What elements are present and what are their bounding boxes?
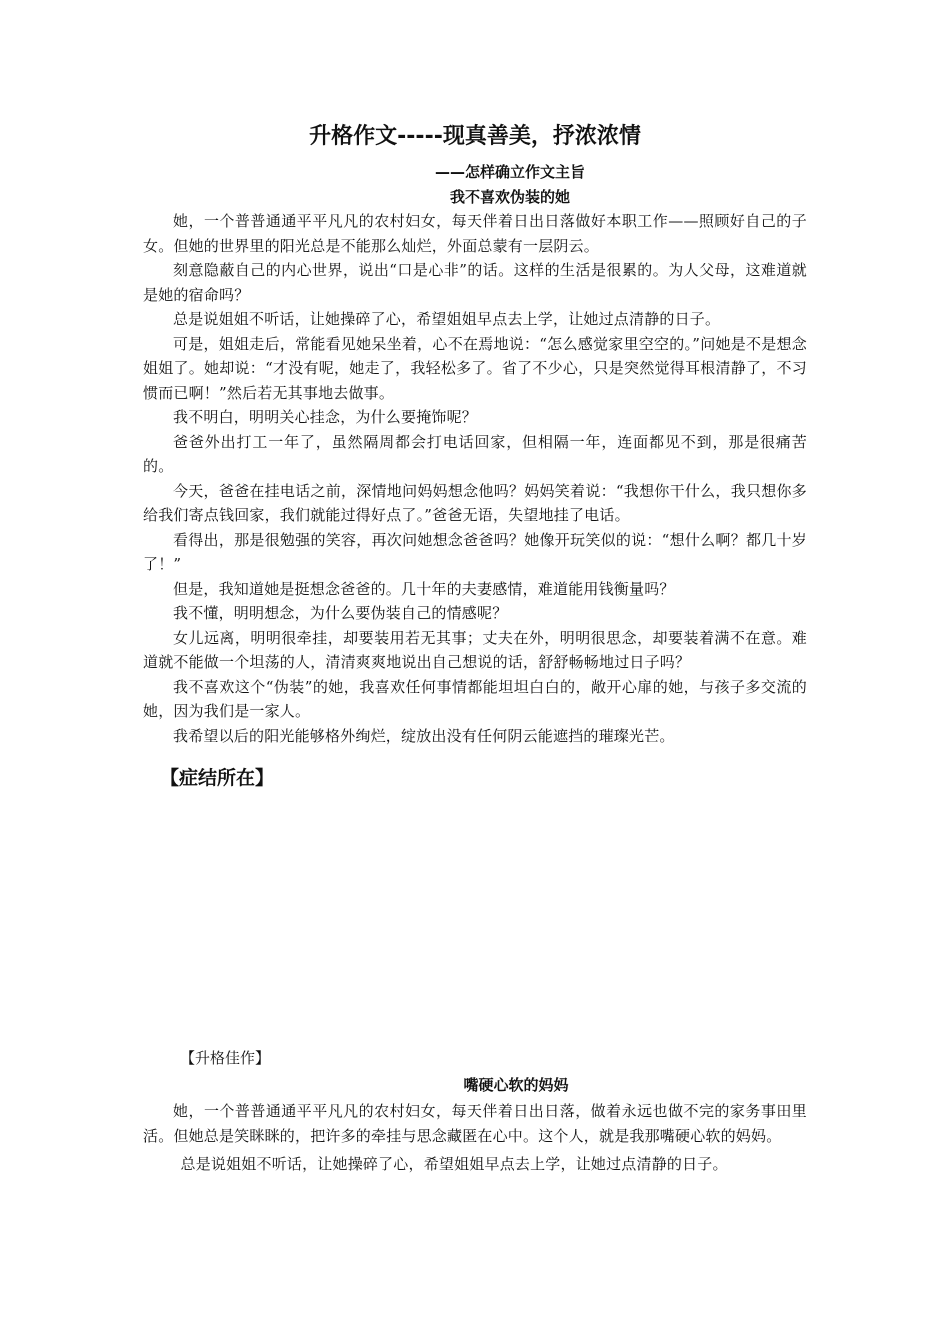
paragraph: 刻意隐蔽自己的内心世界，说出“口是心非”的话。这样的生活是很累的。为人父母，这难道就是她的宿命吗？: [143, 261, 807, 304]
essay2-body: [143, 1099, 807, 1177]
paragraph: 我不懂，明明想念，为什么要伪装自己的情感呢？: [173, 604, 508, 622]
paragraph: 今天，爸爸在挂电话之前，深情地问妈妈想念他吗？妈妈笑着说：“我想你干什么，我只想你多给我们寄点钱回家，我们就能过得好点了。”爸爸无语，失望地挂了电话。: [143, 481, 807, 524]
paragraph: 可是，姐姐走后，常能看见她呆坐着，心不在焉地说：“怎么感觉家里空空的。”问她是不是想念姐姐了。她却说：“才没有呢，她走了，我轻松多了。省了不少心，只是突然觉得耳根清静了，不习惯而已啊！”然后若无其事地去做事。: [143, 334, 807, 402]
paragraph: 女儿远离，明明很牵挂，却要装用若无其事；丈夫在外，明明很思念，却要装着满不在意。难道就不能做一个坦荡的人，清清爽爽地说出自己想说的话，舒舒畅畅地过日子吗？: [143, 628, 807, 671]
paragraph: 总是说姐姐不听话，让她操碎了心，希望姐姐早点去上学，让她过点清静的日子。: [180, 1155, 728, 1173]
section-diagnosis-heading: 【症结所在】: [160, 767, 275, 789]
essay1-title: 我不喜欢伪装的她: [449, 188, 570, 206]
paragraph: 总是说姐姐不听话，让她操碎了心，希望姐姐早点去上学，让她过点清静的日子。: [173, 310, 721, 328]
document-title: 升格作文-----现真善美，抒浓浓情: [309, 124, 641, 149]
paragraph: 她，一个普普通通平平凡凡的农村妇女，每天伴着日出日落做好本职工作——照顾好自己的子女。但她的世界里的阳光总是不能那么灿烂，外面总蒙有一层阴云。: [143, 212, 807, 255]
paragraph: 她，一个普普通通平平凡凡的农村妇女，每天伴着日出日落，做着永远也做不完的家务事田里活。但她总是笑眯眯的，把许多的牵挂与思念藏匿在心中。这个人，就是我那嘴硬心软的妈妈。: [143, 1102, 807, 1145]
paragraph: 爸爸外出打工一年了，虽然隔周都会打电话回家，但相隔一年，连面都见不到，那是很痛苦的。: [143, 432, 807, 475]
paragraph: 我希望以后的阳光能够格外绚烂，绽放出没有任何阴云能遮挡的璀璨光芒。: [173, 726, 675, 745]
section-upgrade-heading: 【升格佳作】: [180, 1049, 271, 1067]
essay2-title: 嘴硬心软的妈妈: [463, 1076, 569, 1094]
essay1-body: [143, 209, 807, 748]
paragraph: 我不喜欢这个“伪装”的她，我喜欢任何事情都能坦坦白白的，敞开心扉的她，与孩子多交流的她，因为我们是一家人。: [143, 677, 807, 720]
paragraph: 看得出，那是很勉强的笑容，再次问她想念爸爸吗？她像开玩笑似的说：“想什么啊？都几十岁了！”: [143, 530, 807, 573]
paragraph: 但是，我知道她是挺想念爸爸的。几十年的夫妻感情，难道能用钱衡量吗？: [173, 579, 675, 598]
document-subtitle: ——怎样确立作文主旨: [434, 163, 585, 181]
paragraph: 我不明白，明明关心挂念，为什么要掩饰呢？: [173, 408, 478, 426]
